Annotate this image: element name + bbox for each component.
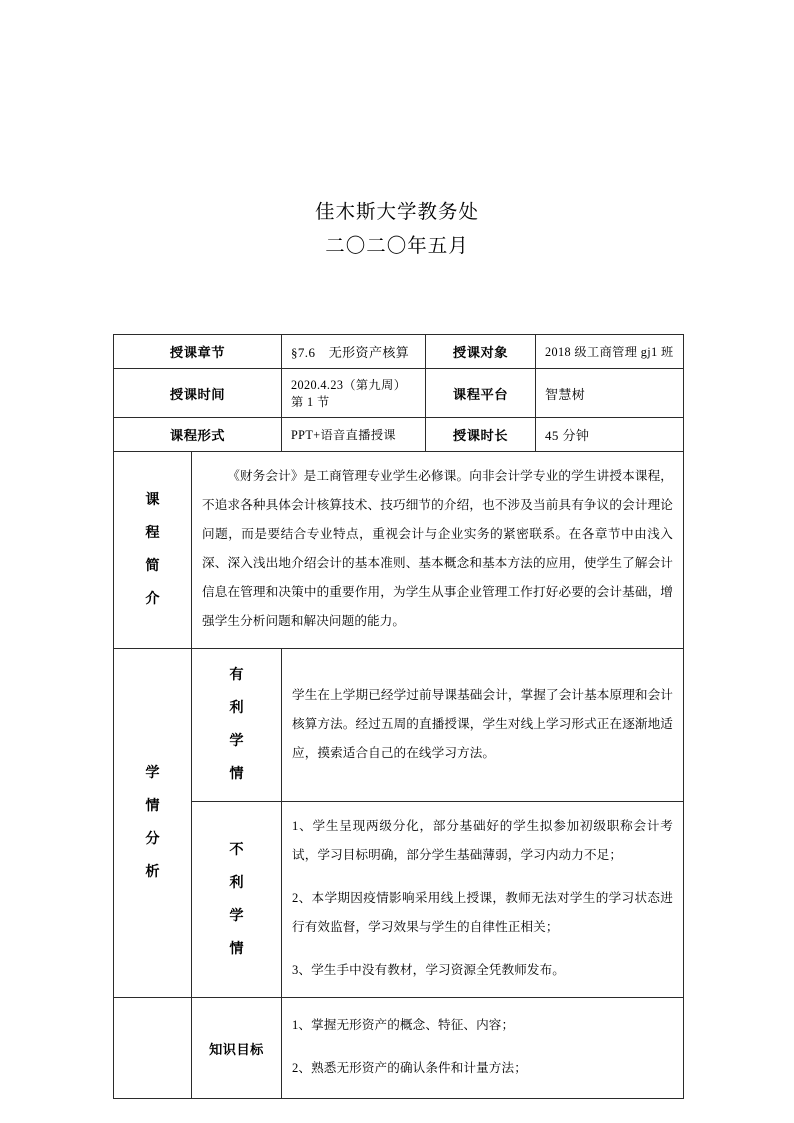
- vlabel-char: 学: [145, 765, 160, 781]
- label-course-format: 课程形式: [114, 418, 282, 452]
- vlabel-char: 分: [145, 831, 160, 847]
- list-item: 3、学生手中没有教材，学习资源全凭教师发布。: [292, 963, 565, 977]
- value-teaching-time: 2020.4.23（第九周） 第 1 节: [282, 369, 426, 418]
- value-course-platform: 智慧树: [536, 369, 684, 418]
- label-knowledge-objectives: 知识目标: [192, 998, 282, 1099]
- lesson-plan-table: [113, 334, 684, 1099]
- label-course-introduction: [114, 452, 192, 649]
- vlabel-char: 利: [229, 700, 244, 716]
- table-row: [114, 418, 684, 452]
- value-favorable-conditions: [282, 649, 684, 802]
- vlabel-char: 情: [145, 798, 160, 814]
- table-row: [114, 802, 684, 998]
- vlabel-char: 课: [145, 492, 160, 508]
- label-unfavorable-conditions: [192, 802, 282, 998]
- list-item: 2、熟悉无形资产的确认条件和计量方法；: [292, 1061, 527, 1075]
- value-teaching-audience: 2018 级工商管理 gj1 班: [536, 335, 684, 369]
- vlabel-char: 利: [229, 874, 244, 891]
- table-row: [114, 649, 684, 802]
- label-teaching-chapter: 授课章节: [114, 335, 282, 369]
- list-item: 1、学生呈现两级分化，部分基础好的学生拟参加初级职称会计考试，学习目标明确，部分学生基础薄弱，学习内动力不足；: [292, 819, 673, 862]
- value-knowledge-objectives: [282, 998, 684, 1099]
- vlabel-char: 介: [145, 591, 160, 607]
- issuing-office: 佳木斯大学教务处: [314, 202, 479, 223]
- vlabel-char: 析: [145, 864, 160, 880]
- value-teaching-duration: 45 分钟: [536, 418, 684, 452]
- table-row: [114, 998, 684, 1099]
- issue-date: 二〇二〇年五月: [325, 236, 469, 257]
- vlabel-char: 有: [229, 667, 244, 683]
- paragraph: 学生在上学期已经学过前导课基础会计，掌握了会计基本原理和会计核算方法。经过五周的直播授课，学生对线上学习形式正在逐渐地适应，摸索适合自己的在线学习方法。: [292, 687, 673, 760]
- list-item: 2、本学期因疫情影响采用线上授课，教师无法对学生的学习状态进行有效监督，学习效果与学生的自律性正相关；: [292, 891, 673, 934]
- value-unfavorable-conditions: [282, 802, 684, 998]
- table-row: [114, 452, 684, 649]
- vlabel-char: 学: [229, 733, 244, 749]
- label-teaching-time: 授课时间: [114, 369, 282, 418]
- value-course-introduction: [192, 452, 684, 649]
- label-teaching-audience: 授课对象: [426, 335, 536, 369]
- list-item: 1、掌握无形资产的概念、特征、内容；: [292, 1018, 515, 1032]
- label-favorable-conditions: [192, 649, 282, 802]
- vlabel-char: 程: [145, 525, 160, 541]
- vlabel-char: 学: [229, 907, 244, 924]
- vlabel-char: 情: [229, 940, 244, 957]
- spacer-cell: [114, 998, 192, 1099]
- label-course-platform: 课程平台: [426, 369, 536, 418]
- vlabel-char: 简: [145, 558, 160, 574]
- value-course-format: PPT+语音直播授课: [282, 418, 426, 452]
- document-heading: [0, 196, 794, 264]
- label-teaching-duration: 授课时长: [426, 418, 536, 452]
- vlabel-char: 不: [229, 841, 244, 858]
- value-teaching-chapter: §7.6 无形资产核算: [282, 335, 426, 369]
- vlabel-char: 情: [229, 766, 244, 782]
- table-row: [114, 335, 684, 369]
- label-learning-analysis: [114, 649, 192, 998]
- paragraph: 《财务会计》是工商管理专业学生必修课。向非会计学专业的学生讲授本课程，不追求各种具体会计核算技术、技巧细节的介绍，也不涉及当前具有争议的会计理论问题，而是要结合专业特点，重视会计与企业实务的紧密联系。在各章节中由浅入深、深入浅出地介绍会计的基本准则、基本概念和基本方法的应用，使学生了解会计信息在管理和决策中的重要作用，为学生从事企业管理工作打好必要的会计基础，增强学生分析问题和解决问题的能力。: [202, 469, 673, 628]
- lesson-plan-table-wrapper: [113, 334, 683, 1099]
- table-row: [114, 369, 684, 418]
